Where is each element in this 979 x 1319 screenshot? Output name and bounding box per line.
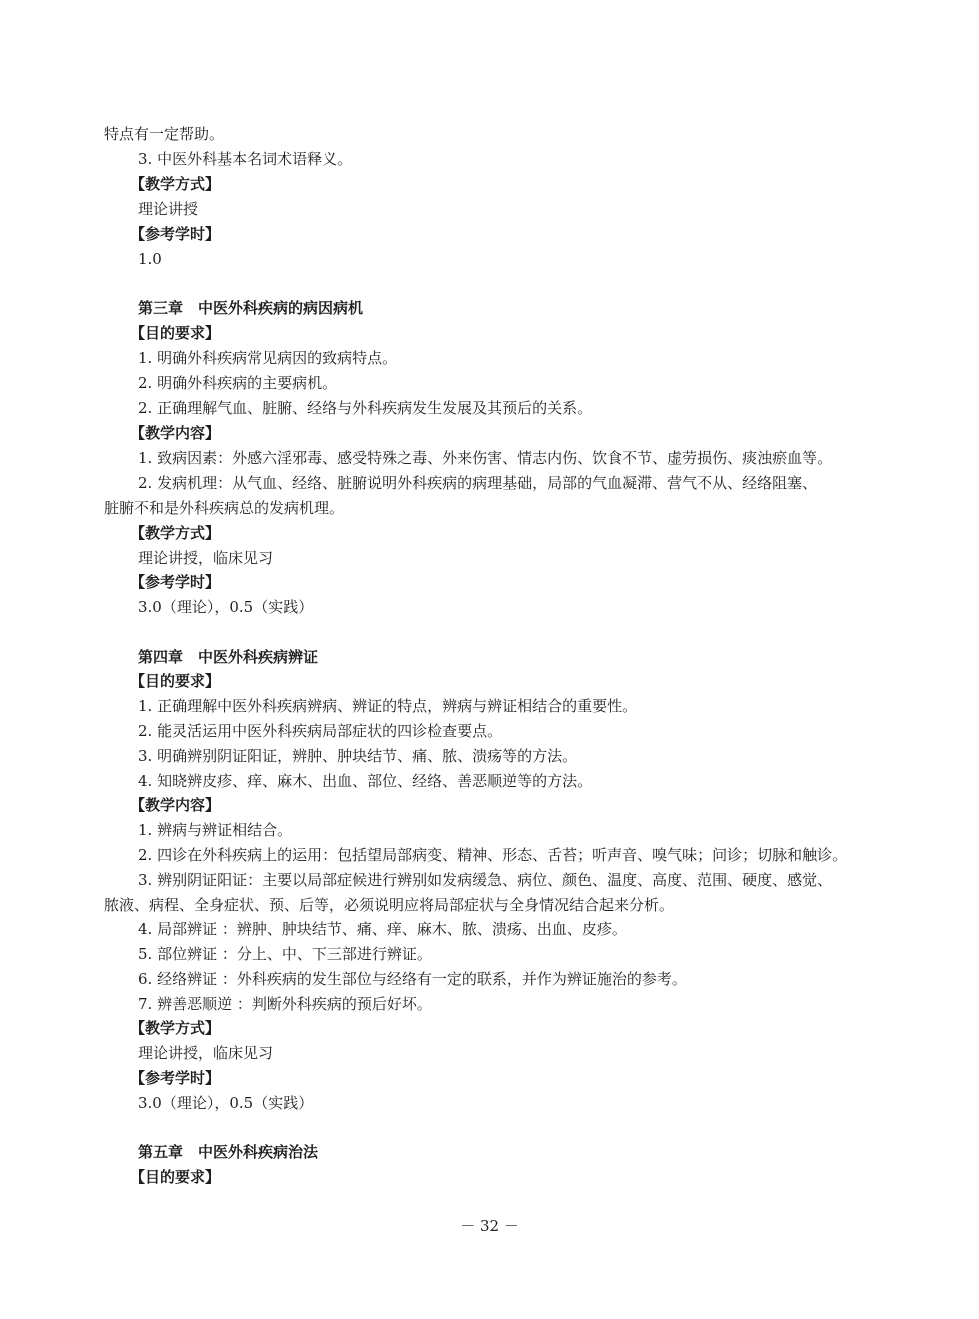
chapter-title: 第五章 中医外科疾病治法 <box>138 1143 319 1161</box>
text-line: 1. 致病因素：外感六淫邪毒、感受特殊之毒、外来伤害、情志内伤、饮食不节、虚劳损伤、痰浊瘀血等。 <box>138 449 833 467</box>
text-line: 4. 知晓辨皮疹、痒、麻木、出血、部位、经络、善恶顺逆等的方法。 <box>138 772 593 790</box>
section-heading: 【参考学时】 <box>130 225 221 243</box>
section-heading: 【教学方式】 <box>130 524 221 542</box>
text-line: 3. 中医外科基本名词术语释义。 <box>138 150 353 168</box>
section-heading: 【参考学时】 <box>130 573 221 591</box>
text-line: 5. 部位辨证 ：分上、中、下三部进行辨证。 <box>138 945 432 963</box>
text-line: 脏腑不和是外科疾病总的发病机理。 <box>104 499 345 517</box>
page-number: － 32 － <box>460 1217 519 1235</box>
text-line: 理论讲授，临床见习 <box>138 1044 274 1062</box>
section-heading: 【教学方式】 <box>130 175 221 193</box>
text-line: 3. 明确辨别阴证阳证，辨肿、肿块结节、痛、脓、溃疡等的方法。 <box>138 747 578 765</box>
text-line: 2. 正确理解气血、脏腑、经络与外科疾病发生发展及其预后的关系。 <box>138 399 593 417</box>
chapter-title: 第四章 中医外科疾病辨证 <box>138 648 319 666</box>
text-line: 4. 局部辨证 ：辨肿、肿块结节、痛、痒、麻木、脓、溃疡、出血、皮疹。 <box>138 920 627 938</box>
section-heading: 【目的要求】 <box>130 324 221 342</box>
section-heading: 【教学内容】 <box>130 424 221 442</box>
text-line: 7. 辨善恶顺逆 ：判断外科疾病的预后好坏。 <box>138 995 432 1013</box>
text-line: 1. 正确理解中医外科疾病辨病、辨证的特点，辨病与辨证相结合的重要性。 <box>138 697 638 715</box>
text-line: 3. 辨别阴证阳证：主要以局部症候进行辨别如发病缓急、病位、颜色、温度、高度、范围、硬度、感觉、 <box>138 871 833 889</box>
section-heading: 【参考学时】 <box>130 1069 221 1087</box>
text-line: 脓液、病程、全身症状、预、后等，必须说明应将局部症状与全身情况结合起来分析。 <box>104 896 675 914</box>
text-line: 1. 明确外科疾病常见病因的致病特点。 <box>138 349 398 367</box>
text-line: 理论讲授 <box>138 200 199 218</box>
text-line: 6. 经络辨证 ：外科疾病的发生部位与经络有一定的联系，并作为辨证施治的参考。 <box>138 970 687 988</box>
text-line: 1. 辨病与辨证相结合。 <box>138 821 293 839</box>
text-line: 2. 发病机理：从气血、经络、脏腑说明外科疾病的病理基础，局部的气血凝滞、营气不从、经络阻塞、 <box>138 474 818 492</box>
text-line: 特点有一定帮助。 <box>104 125 225 143</box>
text-line: 2. 明确外科疾病的主要病机。 <box>138 374 338 392</box>
chapter-title: 第三章 中医外科疾病的病因病机 <box>138 299 364 317</box>
text-line: 2. 四诊在外科疾病上的运用：包括望局部病变、精神、形态、舌苔；听声音、嗅气味；问诊；切脉和触诊。 <box>138 846 848 864</box>
text-line: 3.0（理论），0.5（实践） <box>138 598 314 616</box>
section-heading: 【教学方式】 <box>130 1019 221 1037</box>
text-line: 1.0 <box>138 250 162 268</box>
section-heading: 【目的要求】 <box>130 672 221 690</box>
section-heading: 【目的要求】 <box>130 1168 221 1186</box>
text-line: 2. 能灵活运用中医外科疾病局部症状的四诊检查要点。 <box>138 722 503 740</box>
text-line: 3.0（理论），0.5（实践） <box>138 1094 314 1112</box>
text-line: 理论讲授，临床见习 <box>138 549 274 567</box>
section-heading: 【教学内容】 <box>130 796 221 814</box>
